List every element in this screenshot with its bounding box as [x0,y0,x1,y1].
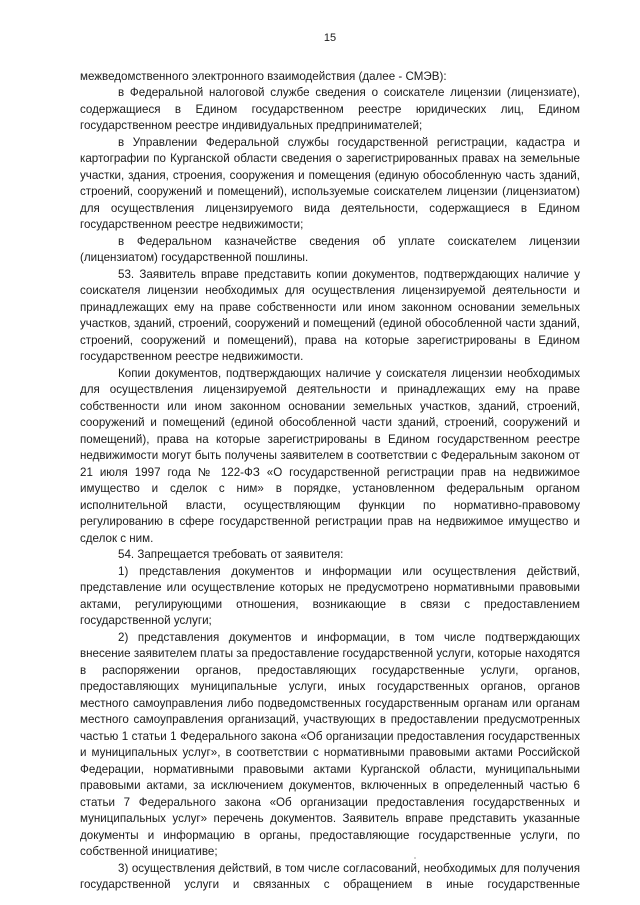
paragraph-rosreestr: в Управлении Федеральной службы государственной регистрации, кадастра и картографии по Курганской области сведения о зарегистрированных правах на земельные участки, здания, строения, сооружения и помещения (единую обособленную часть зданий, строений, сооружений и помещений), используемые соискателем лицензии (лицензиатом) для осуществления лицензируемого вида деятельности, содержащиеся в Едином государственном реестре недвижимости; [80,135,580,231]
paragraph-tax-service: в Федеральной налоговой службе сведения о соискателе лицензии (лицензиате), содержащиеся в Едином государственном реестре юридических лиц, Едином государственном реестре индивидуальных предпринимателей; [80,86,580,132]
page-number: 15 [323,32,337,44]
scan-dot [414,857,416,859]
document-page [80,30,580,894]
paragraph-treasury: в Федеральном казначействе сведения об уплате соискателем лицензии (лицензиатом) государственной пошлины. [80,234,580,264]
paragraph-copies-of-documents: Копии документов, подтверждающих наличие у соискателя лицензии необходимых для осуществления лицензируемой деятельности и принадлежащих ему на праве собственности или ином законном основании земельных участков, зданий, строений, сооружений и помещений (единой обособленной части зданий, строений, сооружений и помещений), права на которые зарегистрированы в Едином государственном реестре недвижимости могут быть получены заявителем в соответствии с Федеральным законом от 21 июля 1997 года № 122-ФЗ «О государственной регистрации прав на недвижимое имущество и сделок с ним» в порядке, установленном федеральным органом исполнительной власти, осуществляющим функции по нормативно-правовому регулированию в сфере государственной регистрации прав на недвижимое имущество и сделок с ним. [80,366,580,545]
paragraph-smev-continuation: межведомственного электронного взаимодействия (далее - СМЭВ): [80,69,447,83]
paragraph-item-3: 3) осуществления действий, в том числе согласований, необходимых для получения государственной услуги и связанных с обращением в иные государственные [80,861,580,891]
paragraph-item-2: 2) представления документов и информации, в том числе подтверждающих внесение заявителем платы за предоставление государственной услуги, которые находятся в распоряжении органов, предоставляющих государственные услуги, органов, предоставляющих муниципальные услуги, иных государственных органов, органов местного самоуправления либо подведомственных государственным органам или органам местного самоуправления организаций, участвующих в предоставлении предусмотренных частью 1 статьи 1 Федерального закона «Об организации предоставления государственных и муниципальных услуг», в соответствии с нормативными правовыми актами Российской Федерации, нормативными правовыми актами Курганской области, муниципальными правовыми актами, за исключением документов, включенных в определенный частью 6 статьи 7 Федерального закона «Об организации предоставления государственных и муниципальных услуг» перечень документов. Заявитель вправе представить указанные документы и информацию в органы, предоставляющие государственные услуги, по собственной инициативе; [80,630,580,858]
paragraph-clause-54: 54. Запрещается требовать от заявителя: [118,548,344,561]
paragraph-clause-53: 53. Заявитель вправе представить копии документов, подтверждающих наличие у соискателя лицензии необходимых для осуществления лицензируемой деятельности и принадлежащих ему на праве собственности или ином законном основании земельных участков, зданий, строений, сооружений и помещений (единой обособленной части зданий, строений, сооружений и помещений), права на которые зарегистрированы в Едином государственном реестре недвижимости. [80,267,580,363]
paragraph-item-1: 1) представления документов и информации или осуществления действий, представление или осуществление которых не предусмотрено нормативными правовыми актами, регулирующими отношения, возникающие в связи с предоставлением государственной услуги; [80,564,580,627]
